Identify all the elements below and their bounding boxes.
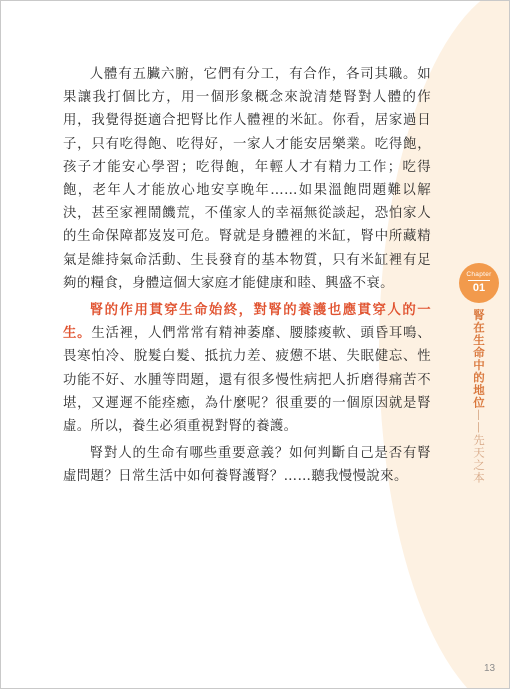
paragraph-2-text: 生活裡，人們常常有精神萎靡、腰膝痠軟、頭昏耳鳴、畏寒怕冷、脫髮白髮、抵抗力差、疲憊不堪、失眠健忘、性功能不好、水腫等問題，還有很多慢性病把人折磨得痛苦不堪，又遲遲不能痊癒，為什麼呢？很重要的一個原因就是腎虛。所以，養生必須重視對腎的養護。 bbox=[63, 326, 431, 435]
chapter-title-subtitle: 先天之本 bbox=[472, 434, 486, 484]
paragraph-1-text: 人體有五臟六腑，它們有分工，有合作，各司其職。如果讓我打個比方，用一個形象概念來說清楚腎對人體的作用，我覺得挺適合把腎比作人體裡的米缸。你看，居家過日子，只有吃得飽、吃得好，一家人才能安居樂業。吃得飽，孩子才能安心學習；吃得飽，年輕人才有精力工作；吃得飽，老年人才能放心地安享晚年……如果溫飽問題難以解決，甚至家裡鬧饑荒，不僅家人的幸福無從談起，恐怕家人的生命保障都岌岌可危。腎就是身體裡的米缸，腎中所藏精氣是維持氣命活動、生長發育的基本物質，只有米缸裡有足夠的糧食，身體這個大家庭才能健康和睦、興盛不衰。 bbox=[63, 67, 431, 291]
chapter-badge bbox=[459, 263, 499, 303]
chapter-title-vertical bbox=[471, 309, 487, 484]
page-number: 13 bbox=[484, 663, 496, 674]
paragraph-3-text: 腎對人的生命有哪些重要意義？如何判斷自己是否有腎虛問題？日常生活中如何養腎護腎？……聽我慢慢說來。 bbox=[63, 446, 431, 485]
paragraph-2 bbox=[63, 299, 431, 438]
chapter-number: 01 bbox=[468, 280, 490, 295]
paragraph-3 bbox=[63, 442, 431, 488]
highlighted-sentence: 腎的作用貫穿生命始終，對腎的養護也應貫穿人的一生。 bbox=[63, 302, 431, 342]
body-text bbox=[63, 63, 431, 493]
chapter-title-main: 腎在生命中的地位 bbox=[472, 309, 486, 409]
paragraph-1 bbox=[63, 63, 431, 295]
chapter-label: Chapter bbox=[466, 271, 492, 278]
chapter-title-separator: —— bbox=[472, 409, 486, 434]
